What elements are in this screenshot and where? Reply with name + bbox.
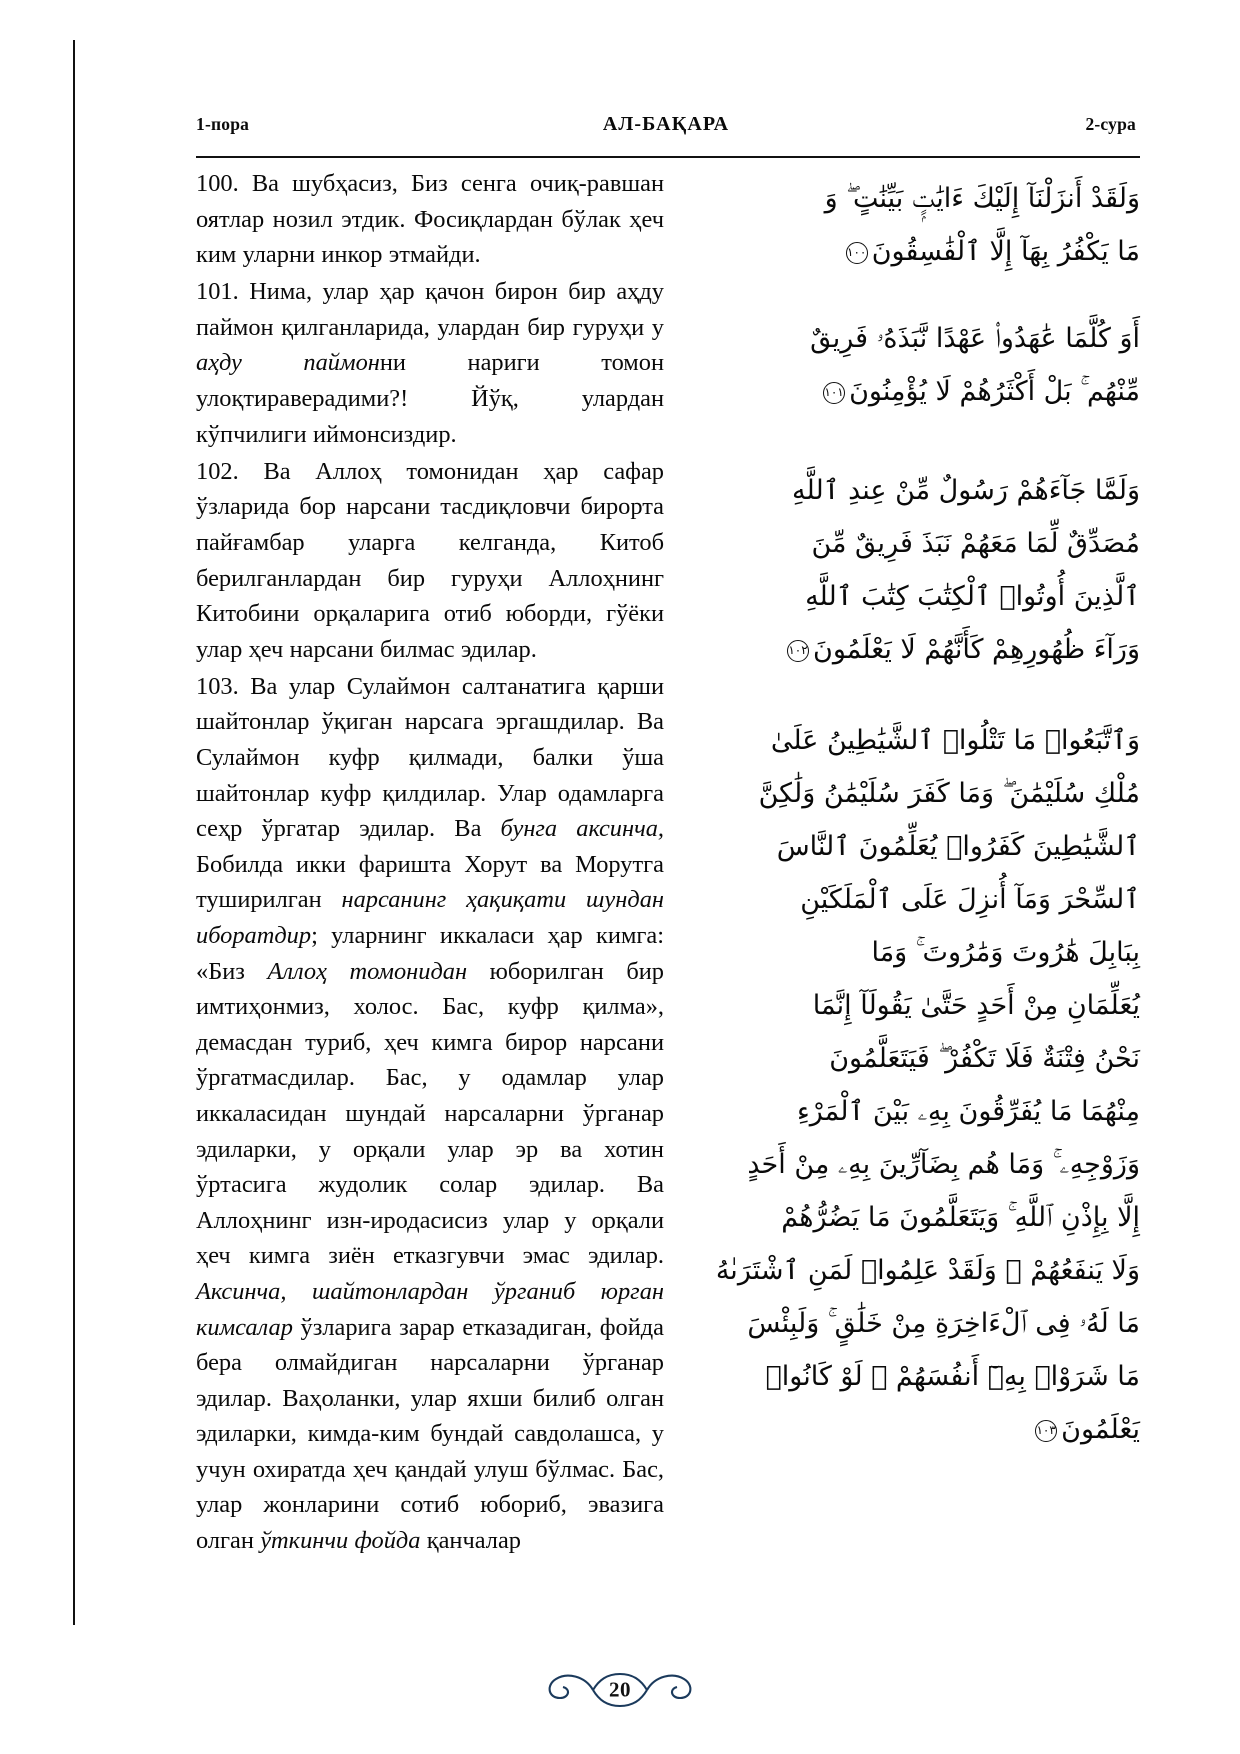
verse-emphasis: аҳду паймон (196, 349, 380, 377)
verse-text: ни нариги томон улоқтираверадими?! Йўқ, улардан кўпчилиги иймонсиздир. (196, 349, 664, 448)
ayah-line: أَوَ كُلَّمَا عَٰهَدُوا۟ عَهْدًا نَّبَذَهُۥ فَرِيقٌ (810, 323, 1140, 354)
ayah-line: مُلْكِ سُلَيْمَٰنَ ۖ وَمَا كَفَرَ سُلَيْمَٰنُ وَلَٰكِنَّ (758, 778, 1140, 809)
ayah-line: مِنْهُمَا مَا يُفَرِّقُونَ بِهِۦ بَيْنَ ٱلْمَرْءِ (797, 1096, 1140, 1127)
verse-number: 101. (196, 278, 239, 306)
ayah-block (701, 714, 1140, 1456)
verse-text: Ва улар Сулаймон салтанатига қарши шайтонлар ўқиган нарсага эргашдилар. Ва Сулаймон куфр қилмади, балки ўша шайтонлар куфр қилдилар. Улар одамларга сеҳр ўргатар эдилар. Ва (196, 672, 664, 843)
page-body (196, 166, 1140, 1586)
verse-number: 100. (196, 170, 239, 197)
ayah-end-marker: ١٠٠ (846, 242, 868, 264)
verse-text: ; уларнинг иккаласи ҳар кимга: «Биз (196, 921, 664, 985)
verse-text: қанчалар (420, 1527, 521, 1555)
ayah-line: نَحْنُ فِتْنَةٌ فَلَا تَكْفُرْ ۖ فَيَتَعَلَّمُونَ (829, 1043, 1140, 1074)
running-head-surah-number: 2-сура (1085, 114, 1136, 134)
ayah-line: مِّنْهُم ۚ بَلْ أَكْثَرُهُمْ لَا يُؤْمِنُونَ١٠١ (824, 376, 1140, 407)
running-head (196, 114, 1136, 140)
ayah-line: ٱلسِّحْرَ وَمَآ أُنزِلَ عَلَى ٱلْمَلَكَيْنِ (800, 884, 1140, 915)
verse-text: юборилган бир имтиҳонмиз, холос. Бас, куфр қилма», демасдан туриб, ҳеч кимга бирор нарсани ўргатмасдилар. Бас, у одамлар улар иккаласидан шундай нарсаларни ўрганар эдиларки, у орқали улар эр ва хотин ўртасига жудолик солар эдилар. Ва Аллоҳнинг изн-иродасисиз улар у орқали ҳеч кимга зиён етказгувчи эмас эдилар. (196, 957, 664, 1270)
translation-column (196, 166, 664, 1560)
ayah-line: مُصَدِّقٌ لِّمَا مَعَهُمْ نَبَذَ فَرِيقٌ مِّنَ (811, 528, 1140, 559)
verse-paragraph (196, 274, 664, 452)
ayah-block (701, 312, 1140, 418)
ayah-end-marker: ١٠١ (823, 382, 845, 404)
ayah-block (701, 464, 1140, 676)
ayah-line: مَا لَهُۥ فِى ٱلْءَاخِرَةِ مِنْ خَلَٰقٍ ۚ وَلَبِئْسَ (747, 1308, 1140, 1339)
verse-emphasis: Аллоҳ томонидан (267, 957, 468, 985)
ayah-block (701, 172, 1140, 278)
verse-emphasis: бунга аксинча, (500, 815, 664, 843)
ayah-end-marker: ١٠٣ (1035, 1420, 1057, 1442)
verse-text: ўзларига зарар етказадиган, фойда бера олмайдиган нарсаларни ўрганар эдилар. Ваҳоланки, улар яхши билиб олган эдиларки, кимда-ким бундай савдолашса, у учун охиратда ҳеч қандай улуш бўлмас. Бас, улар жонларини сотиб юбориб, эвазига олган (196, 1313, 664, 1555)
ayah-line: ٱلشَّيَٰطِينَ كَفَرُوا۟ يُعَلِّمُونَ ٱلنَّاسَ (776, 831, 1140, 862)
ayah-line: يُعَلِّمَانِ مِنْ أَحَدٍ حَتَّىٰ يَقُولَآ إِنَّمَا (812, 990, 1140, 1021)
ayah-line: إِلَّا بِإِذْنِ ٱللَّهِ ۚ وَيَتَعَلَّمُونَ مَا يَضُرُّهُمْ (781, 1202, 1140, 1233)
verse-number: 103. (196, 672, 239, 700)
ayah-end-marker: ١٠٢ (787, 640, 809, 662)
ayah-line: وَزَوْجِهِۦ ۚ وَمَا هُم بِضَآرِّينَ بِهِۦ مِنْ أَحَدٍ (747, 1149, 1140, 1180)
ayah-line: وَرَآءَ ظُهُورِهِمْ كَأَنَّهُمْ لَا يَعْلَمُونَ١٠٢ (788, 634, 1140, 665)
verse-paragraph (196, 454, 664, 668)
verse-text: Ва Аллоҳ томонидан ҳар сафар ўзларида бор нарсани тасдиқловчи бирорта пайғамбар уларга келганда, Китоб берилганлардан бир гуруҳи Аллоҳнинг Китобини орқаларига отиб юборди, гўёки улар ҳеч нарсани билмас эдилар. (196, 457, 664, 663)
ayah-line: مَا شَرَوْا۟ بِهِۦٓ أَنفُسَهُمْ ۚ لَوْ كَانُوا۟ (765, 1361, 1140, 1392)
page-number: 20 (609, 1677, 631, 1702)
ayah-line: ٱلَّذِينَ أُوتُوا۟ ٱلْكِتَٰبَ كِتَٰبَ ٱللَّهِ (805, 581, 1140, 612)
verse-paragraph (196, 166, 664, 273)
verse-paragraph (196, 669, 664, 1559)
ayah-line: وَلَقَدْ أَنزَلْنَآ إِلَيْكَ ءَايَٰتٍۭ بَيِّنَٰتٍ ۖ وَ (824, 183, 1140, 214)
left-margin-rule (73, 40, 75, 1625)
verse-text: Нима, улар ҳар қачон бирон бир аҳду паймон қилганларида, улардан бир гуруҳи у (196, 278, 664, 341)
verse-number: 102. (196, 457, 239, 485)
ayah-line: مَا يَكْفُرُ بِهَآ إِلَّا ٱلْفَٰسِقُونَ١٠٠ (847, 236, 1140, 267)
ayah-line: وَلَمَّا جَآءَهُمْ رَسُولٌ مِّنْ عِندِ ٱللَّهِ (792, 475, 1140, 506)
verse-emphasis: ўткинчи фойда (260, 1527, 421, 1555)
running-head-juz: 1-пора (196, 114, 250, 134)
verse-text: Ва шубҳасиз, Биз сенга очиқ-равшан оятлар нозил этдик. Фосиқлардан бўлак ҳеч ким уларни инкор этмайди. (196, 170, 664, 269)
arabic-column (701, 166, 1140, 1456)
verse-emphasis: Аксинча, шайтонлардан ўрганиб юрган кимсалар (196, 1277, 664, 1341)
running-head-surah-title: АЛ-БАҚАРА (602, 113, 730, 135)
folio-ornament (515, 1662, 725, 1718)
ayah-line: يَعْلَمُونَ١٠٣ (1036, 1414, 1140, 1445)
verse-emphasis: нарсанинг ҳақиқати шундан иборатдир (196, 886, 664, 949)
header-divider-rule (196, 156, 1140, 158)
verse-text: Бобилда икки фаришта Хорут ва Морутга туширилган (196, 850, 664, 914)
ayah-line: وَلَا يَنفَعُهُمْ ۚ وَلَقَدْ عَلِمُوا۟ لَمَنِ ٱشْتَرَىٰهُ (715, 1255, 1140, 1286)
ayah-line: وَٱتَّبَعُوا۟ مَا تَتْلُوا۟ ٱلشَّيَٰطِينُ عَلَىٰ (770, 725, 1140, 756)
ayah-line: بِبَابِلَ هَٰرُوتَ وَمَٰرُوتَ ۚ وَمَا (871, 937, 1140, 968)
